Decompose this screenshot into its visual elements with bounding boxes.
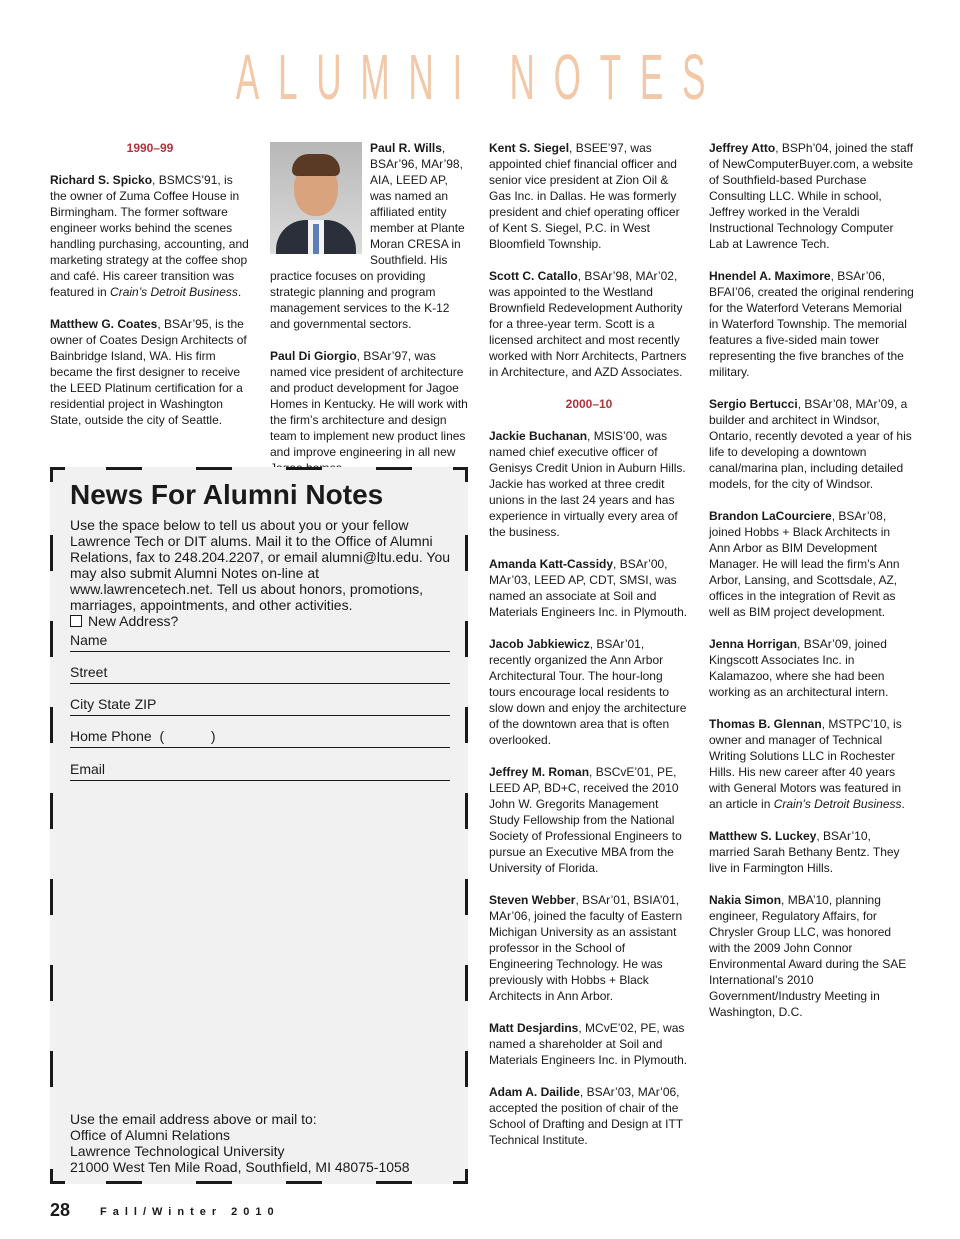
note-entry: Brandon LaCourciere, BSAr’08, joined Hobbs + Black Architects in Ann Arbor as BIM Development Manager. He will lead the firm’s Ann Arbor, Lansing, and Scottsdale, AZ, offices in the integration of Revit as well as BIM project development. bbox=[709, 509, 900, 619]
alumni-name: Jeffrey M. Roman bbox=[489, 765, 590, 779]
alumni-name: Richard S. Spicko bbox=[50, 173, 153, 187]
cut-line-dash bbox=[50, 1051, 53, 1087]
column-3 bbox=[489, 140, 689, 1164]
note-entry: Hnendel A. Maximore, BSAr’06, BFAI’06, created the original rendering for the Waterford Veterans Memorial in Waterford Township. The memorial features a five-sided main tower representing the five branches of the military. bbox=[709, 269, 914, 379]
note-entry: Richard S. Spicko, BSMCS’91, is the owner of Zuma Coffee House in Birmingham. The former software engineer works behind the scenes handling purchasing, accounting, and marketing strategy at the coffee shop and café. His career transition was featured in Crain’s Detroit Business. bbox=[50, 173, 249, 299]
form-title: News For Alumni Notes bbox=[70, 479, 384, 510]
alumni-name: Amanda Katt-Cassidy bbox=[489, 557, 614, 571]
alumni-name: Scott C. Catallo bbox=[489, 269, 578, 283]
note-entry: Sergio Bertucci, BSAr’08, MAr’09, a builder and architect in Windsor, Ontario, recently devoted a year of his life to developing a downtown canal/marina plan, including detailed models, for the city of Windsor. bbox=[709, 397, 912, 491]
cut-line-dash bbox=[50, 879, 53, 915]
alumni-name: Nakia Simon bbox=[709, 893, 782, 907]
cut-line-dash bbox=[376, 1181, 412, 1184]
page-number: 28 bbox=[50, 1200, 71, 1220]
note-entry: Steven Webber, BSAr’01, BSIA’01, MAr’06, joined the faculty of Eastern Michigan University as an assistant professor in the School of Engineering Technology. He was previously with Hobbs + Black Architects in Ann Arbor. bbox=[489, 893, 683, 1003]
home-phone-field[interactable]: Home Phone ( ) bbox=[70, 728, 450, 748]
cut-line-dash bbox=[50, 535, 53, 571]
alumni-name: Brandon LaCourciere bbox=[709, 509, 832, 523]
alumni-name: Steven Webber bbox=[489, 893, 576, 907]
mailing-address: Use the email address above or mail to: Office of Alumni Relations Lawrence Technological University 21000 West Ten Mile Road, Southfield, MI 48075-1058 bbox=[70, 1111, 410, 1175]
cut-line-dash bbox=[465, 1051, 468, 1087]
note-entry: Nakia Simon, MBA’10, planning engineer, Regulatory Affairs, for Chrysler Group LLC, was honored with the 2009 John Connor Environmental Award during the SAE International’s 2010 Government/Industry Meeting in Washington, D.C. bbox=[709, 893, 907, 1019]
cut-line-dash bbox=[465, 621, 468, 657]
portrait-photo bbox=[270, 142, 362, 254]
alumni-name: Jenna Horrigan bbox=[709, 637, 798, 651]
note-entry: Kent S. Siegel, BSEE’97, was appointed chief financial officer and senior vice president at Zion Oil & Gas Inc. in Dallas. He was formerly president and chief operating officer of Kent S. Siegel, P.C. in West Bloomfield Township. bbox=[489, 141, 680, 251]
alumni-name: Thomas B. Glennan bbox=[709, 717, 822, 731]
note-entry: Amanda Katt-Cassidy, BSAr’00, MAr’03, LEED AP, CDT, SMSI, was named an associate at Soil and Materials Engineers Inc. in Plymouth. bbox=[489, 557, 688, 619]
note-entry: Jeffrey Atto, BSPh’04, joined the staff of NewComputerBuyer.com, a website of Southfield-based Purchase Consulting LLC. While in school, Jeffrey worked in the Veraldi Instructional Technology Computer Lab at Lawrence Tech. bbox=[709, 141, 914, 251]
note-entry: Thomas B. Glennan, MSTPC’10, is owner and manager of Technical Writing Solutions LLC in Rochester Hills. His new career after 40 years with General Motors was featured in an article in Crain’s Detroit Business. bbox=[709, 717, 905, 811]
note-entry: Matthew S. Luckey, BSAr’10, married Sarah Bethany Bentz. They live in Farmington Hills. bbox=[709, 829, 900, 875]
corner-mark bbox=[453, 467, 468, 482]
name-field[interactable]: Name bbox=[70, 632, 450, 652]
cut-line-dash bbox=[106, 1181, 142, 1184]
email-field[interactable]: Email bbox=[70, 761, 450, 781]
column-4 bbox=[709, 140, 914, 1036]
cut-line-dash bbox=[196, 1181, 232, 1184]
alumni-name: Paul R. Wills bbox=[370, 141, 442, 155]
cut-line-dash bbox=[106, 467, 142, 470]
cut-line-dash bbox=[196, 467, 232, 470]
street-field[interactable]: Street bbox=[70, 664, 450, 684]
alumni-name: Sergio Bertucci bbox=[709, 397, 798, 411]
cut-line-dash bbox=[465, 535, 468, 571]
alumni-name: Adam A. Dailide bbox=[489, 1085, 580, 1099]
issue-label: Fall/Winter 2010 bbox=[100, 1206, 280, 1218]
new-address-checkbox[interactable] bbox=[70, 615, 82, 627]
note-entry: Adam A. Dailide, BSAr’03, MAr’06, accepted the position of chair of the School of Drafting and Design at ITT Technical Institute. bbox=[489, 1085, 683, 1147]
decade-heading: 1990–99 bbox=[126, 141, 174, 155]
alumni-name: Kent S. Siegel bbox=[489, 141, 570, 155]
alumni-name: Matt Desjardins bbox=[489, 1021, 579, 1035]
alumni-name: Matthew S. Luckey bbox=[709, 829, 817, 843]
note-entry: Jackie Buchanan, MSIS’00, was named chief executive officer of Genisys Credit Union in Auburn Hills. Jackie has worked at three credit unions in the last 24 years and has experience in virtually every area of the business. bbox=[489, 429, 686, 539]
cut-line-dash bbox=[465, 965, 468, 1001]
column-1 bbox=[50, 140, 250, 444]
note-entry: Jacob Jabkiewicz, BSAr’01, recently organized the Ann Arbor Architectural Tour. The hour-long tours encourage local residents to slow down and enjoy the architecture of the downtown area that is often overlooked. bbox=[489, 637, 687, 747]
new-address-label: New Address? bbox=[88, 613, 179, 629]
alumni-name: Matthew G. Coates bbox=[50, 317, 158, 331]
cut-line-dash bbox=[50, 621, 53, 657]
cut-line-dash bbox=[50, 707, 53, 743]
alumni-name: Jacob Jabkiewicz bbox=[489, 637, 590, 651]
cut-line-dash bbox=[465, 879, 468, 915]
note-entry: Scott C. Catallo, BSAr’98, MAr’02, was appointed to the Westland Brownfield Redevelopment Authority for a three-year term. Scott is a licensed architect and most recently worked with Norr Architects, Partners in Architecture, and AZD Associates. bbox=[489, 269, 687, 379]
note-entry: Paul R. Wills, BSAr’96, MAr’98, AIA, LEED AP, was named an affiliated entity member at Plante Moran CRESA in Southfield. His practice focuses on providing strategic planning and program management services to the K-12 and governmental sectors. bbox=[270, 141, 465, 331]
alumni-notes-form bbox=[50, 467, 468, 1184]
cut-line-dash bbox=[286, 467, 322, 470]
alumni-name: Jackie Buchanan bbox=[489, 429, 588, 443]
city-state-zip-field[interactable]: City State ZIP bbox=[70, 696, 450, 716]
form-instructions: Use the space below to tell us about you or your fellow Lawrence Tech or DIT alums. Mail it to the Office of Alumni Relations, fax to 248.204.2207, or email alumni@ltu.edu. You may also submit Alumni Notes on-line at www.lawrencetech.net. Tell us about honors, promotions, marriages, appointments, and other activities. New Address? bbox=[70, 517, 451, 629]
column-2 bbox=[270, 140, 470, 492]
cut-line-dash bbox=[50, 965, 53, 1001]
decade-heading: 2000–10 bbox=[565, 397, 613, 411]
note-entry: Matt Desjardins, MCvE’02, PE, was named a shareholder at Soil and Materials Engineers Inc. in Plymouth. bbox=[489, 1021, 688, 1067]
corner-mark bbox=[50, 467, 65, 482]
note-entry: Jeffrey M. Roman, BSCvE’01, PE, LEED AP, BD+C, received the 2010 John W. Gregorits Management Study Fellowship from the National Society of Professional Engineers to pursue an Executive MBA from the University of Florida. bbox=[489, 765, 682, 875]
cut-line-dash bbox=[465, 793, 468, 829]
page-title: ALUMNI NOTES bbox=[235, 41, 725, 113]
cut-line-dash bbox=[286, 1181, 322, 1184]
alumni-name: Paul Di Giorgio bbox=[270, 349, 357, 363]
note-entry: Matthew G. Coates, BSAr’95, is the owner of Coates Design Architects of Bainbridge Island, WA. His firm became the first designer to receive the LEED Platinum certification for a residential project in Washington State, outside the city of Seattle. bbox=[50, 317, 247, 427]
corner-mark bbox=[50, 1169, 65, 1184]
cut-line-dash bbox=[465, 707, 468, 743]
note-entry: Jenna Horrigan, BSAr’09, joined Kingscott Associates Inc. in Kalamazoo, where she had been working as an architectural intern. bbox=[709, 637, 889, 699]
alumni-name: Hnendel A. Maximore bbox=[709, 269, 831, 283]
cut-line-dash bbox=[50, 793, 53, 829]
note-entry: Paul Di Giorgio, BSAr’97, was named vice president of architecture and product development for Jagoe Homes in Kentucky. He will work with the firm’s architecture and design team to implement new product lines and improve engineering in all new bbox=[270, 349, 468, 459]
cut-line-dash bbox=[376, 467, 412, 470]
alumni-name: Jeffrey Atto bbox=[709, 141, 776, 155]
